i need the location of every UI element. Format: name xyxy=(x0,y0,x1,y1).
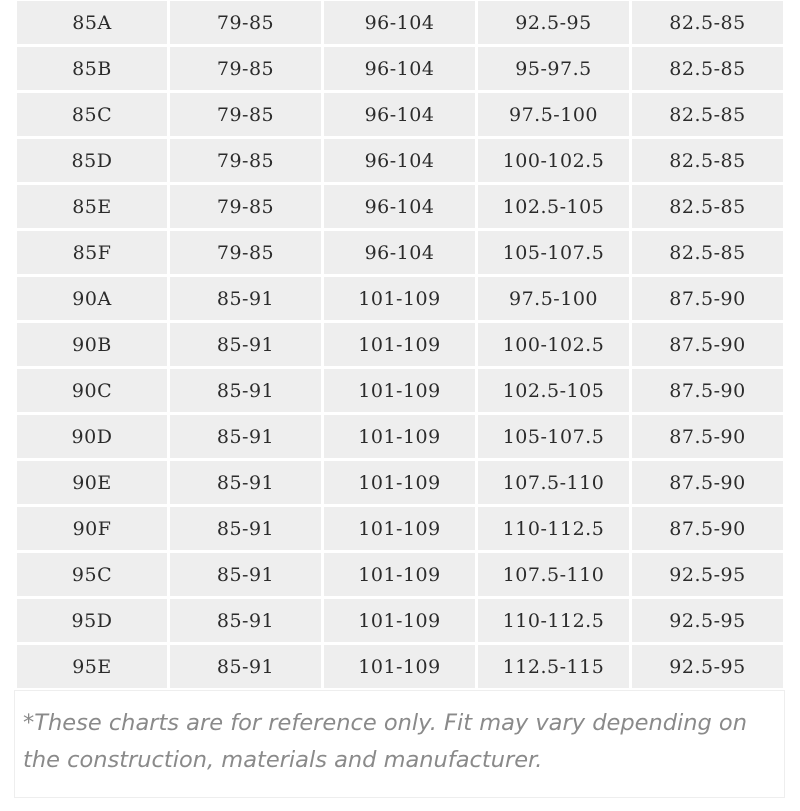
table-cell: 85A xyxy=(17,1,167,44)
table-cell: 87.5-90 xyxy=(632,507,783,550)
table-cell: 102.5-105 xyxy=(478,369,629,412)
table-cell: 79-85 xyxy=(170,93,321,136)
table-row xyxy=(17,507,783,550)
table-cell: 82.5-85 xyxy=(632,1,783,44)
table-row xyxy=(17,185,783,228)
table-cell: 110-112.5 xyxy=(478,599,629,642)
table-cell: 85-91 xyxy=(170,277,321,320)
table-row xyxy=(17,47,783,90)
table-cell: 97.5-100 xyxy=(478,277,629,320)
table-cell: 79-85 xyxy=(170,139,321,182)
table-cell: 85-91 xyxy=(170,461,321,504)
table-cell: 79-85 xyxy=(170,47,321,90)
table-row xyxy=(17,599,783,642)
table-cell: 100-102.5 xyxy=(478,323,629,366)
table-cell: 101-109 xyxy=(324,461,475,504)
table-cell: 79-85 xyxy=(170,1,321,44)
table-cell: 85-91 xyxy=(170,507,321,550)
table-cell: 85C xyxy=(17,93,167,136)
table-row xyxy=(17,93,783,136)
table-cell: 105-107.5 xyxy=(478,415,629,458)
table-cell: 85B xyxy=(17,47,167,90)
table-cell: 85-91 xyxy=(170,369,321,412)
table-cell: 90F xyxy=(17,507,167,550)
table-cell: 87.5-90 xyxy=(632,461,783,504)
table-cell: 87.5-90 xyxy=(632,323,783,366)
table-cell: 82.5-85 xyxy=(632,139,783,182)
table-row xyxy=(17,461,783,504)
table-cell: 95-97.5 xyxy=(478,47,629,90)
size-chart xyxy=(14,0,785,691)
table-cell: 82.5-85 xyxy=(632,93,783,136)
table-row xyxy=(17,645,783,688)
table-cell: 101-109 xyxy=(324,369,475,412)
table-cell: 79-85 xyxy=(170,231,321,274)
table-cell: 105-107.5 xyxy=(478,231,629,274)
table-cell: 92.5-95 xyxy=(632,599,783,642)
table-cell: 90C xyxy=(17,369,167,412)
table-cell: 96-104 xyxy=(324,185,475,228)
table-cell: 85-91 xyxy=(170,645,321,688)
table-cell: 85E xyxy=(17,185,167,228)
table-row xyxy=(17,231,783,274)
table-cell: 90A xyxy=(17,277,167,320)
size-table xyxy=(14,0,786,691)
table-cell: 96-104 xyxy=(324,47,475,90)
table-cell: 90E xyxy=(17,461,167,504)
table-cell: 96-104 xyxy=(324,139,475,182)
size-table-body xyxy=(17,1,783,688)
table-cell: 96-104 xyxy=(324,1,475,44)
table-cell: 101-109 xyxy=(324,277,475,320)
table-cell: 85-91 xyxy=(170,415,321,458)
table-cell: 110-112.5 xyxy=(478,507,629,550)
table-cell: 101-109 xyxy=(324,645,475,688)
table-cell: 107.5-110 xyxy=(478,553,629,596)
table-cell: 95C xyxy=(17,553,167,596)
table-cell: 101-109 xyxy=(324,599,475,642)
table-cell: 100-102.5 xyxy=(478,139,629,182)
table-cell: 82.5-85 xyxy=(632,185,783,228)
table-row xyxy=(17,553,783,596)
table-cell: 101-109 xyxy=(324,507,475,550)
table-cell: 97.5-100 xyxy=(478,93,629,136)
table-row xyxy=(17,415,783,458)
table-cell: 90D xyxy=(17,415,167,458)
table-cell: 82.5-85 xyxy=(632,231,783,274)
disclaimer-note: *These charts are for reference only. Fit may vary depending on the construction, materials and manufacturer. xyxy=(14,690,785,798)
table-cell: 92.5-95 xyxy=(632,553,783,596)
table-cell: 85-91 xyxy=(170,599,321,642)
table-cell: 107.5-110 xyxy=(478,461,629,504)
table-cell: 96-104 xyxy=(324,231,475,274)
table-cell: 101-109 xyxy=(324,553,475,596)
table-cell: 87.5-90 xyxy=(632,369,783,412)
table-cell: 102.5-105 xyxy=(478,185,629,228)
table-cell: 85-91 xyxy=(170,553,321,596)
table-cell: 85F xyxy=(17,231,167,274)
table-cell: 101-109 xyxy=(324,415,475,458)
table-row xyxy=(17,369,783,412)
table-cell: 79-85 xyxy=(170,185,321,228)
table-cell: 92.5-95 xyxy=(478,1,629,44)
table-cell: 101-109 xyxy=(324,323,475,366)
table-row xyxy=(17,139,783,182)
table-cell: 85D xyxy=(17,139,167,182)
table-cell: 85-91 xyxy=(170,323,321,366)
table-row xyxy=(17,323,783,366)
table-row xyxy=(17,277,783,320)
table-row xyxy=(17,1,783,44)
table-cell: 87.5-90 xyxy=(632,415,783,458)
table-cell: 82.5-85 xyxy=(632,47,783,90)
table-cell: 90B xyxy=(17,323,167,366)
table-cell: 87.5-90 xyxy=(632,277,783,320)
table-cell: 95E xyxy=(17,645,167,688)
table-cell: 92.5-95 xyxy=(632,645,783,688)
table-cell: 96-104 xyxy=(324,93,475,136)
table-cell: 95D xyxy=(17,599,167,642)
table-cell: 112.5-115 xyxy=(478,645,629,688)
